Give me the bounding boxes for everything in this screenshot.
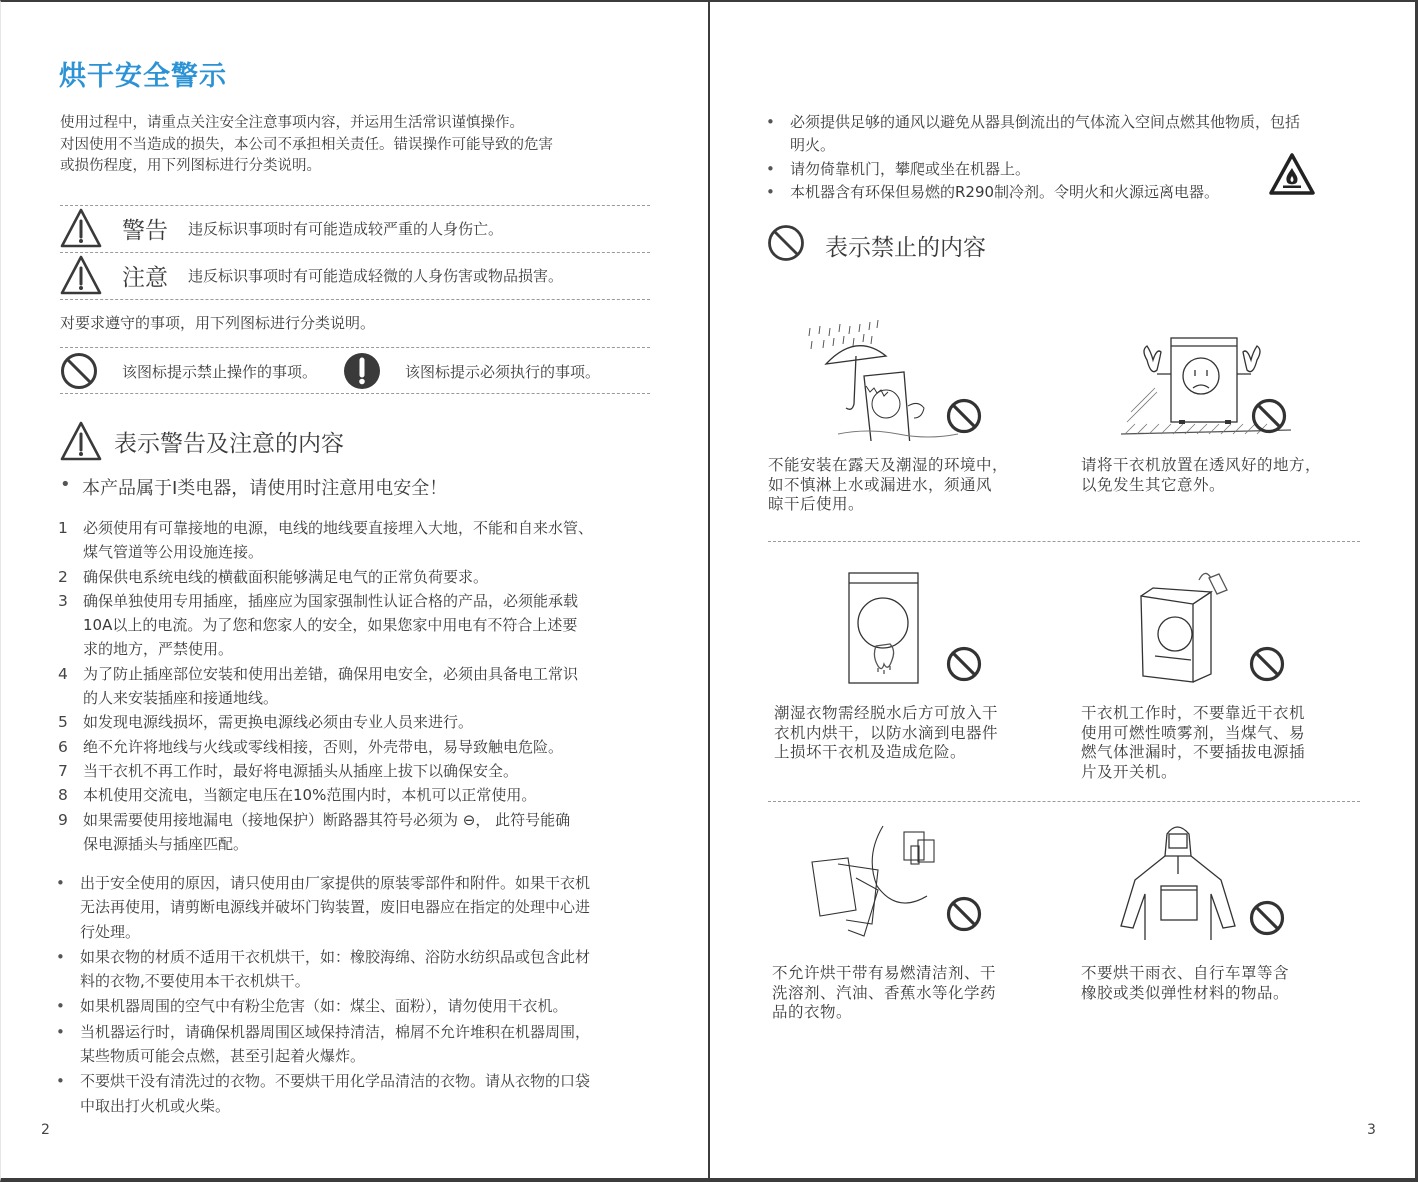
prohibition-caption: 请将干衣机放置在透风好的地方， 以免发生其它意外。: [1081, 456, 1322, 494]
caution-triangle-icon: [60, 254, 102, 296]
list-item: 1 必须使用有可靠接地的电源，电线的地线要直接埋入大地，不能和自来水管、 煤气管道等公用设施连接。: [58, 519, 594, 562]
prohibition-caption: 不能安装在露天及潮湿的环境中， 如不慎淋上水或漏进水，须通风 晾干后使用。: [768, 456, 1009, 513]
chemical-clothes-illustration: [768, 820, 1018, 970]
section-heading-text: 表示禁止的内容: [825, 234, 986, 261]
list-item: • 出于安全使用的原因，请只使用由厂家提供的原装零部件和附件。如果干衣机 无法再使用，请剪断电源线并破坏门钩装置，废旧电器应在指定的处理中心进 行处理。: [56, 874, 591, 941]
bullet-dot: •: [60, 474, 71, 495]
list-item: • 如果衣物的材质不适用干衣机烘干，如：橡胶海绵、浴防水纺织品或包含此材 料的衣物,不要使用本干衣机烘干。: [56, 947, 591, 991]
warning-description: 违反标识事项时有可能造成较严重的人身伤亡。: [188, 219, 504, 238]
warning-label: 警告: [122, 217, 168, 244]
list-item: 6 绝不允许将地线与火线或零线相接，否则，外壳带电，易导致触电危险。: [58, 737, 564, 756]
prohibited-icon: [1251, 398, 1287, 434]
caution-label: 注意: [122, 264, 168, 291]
list-item: • 当机器运行时，请确保机器周围区域保持清洁，棉屑不允许堆积在机器周围， 某些物质可能会点燃，甚至引起着火爆炸。: [56, 1022, 591, 1066]
dashed-divider: [60, 393, 650, 394]
list-item: 5 如发现电源线损坏，需更换电源线必须由专业人员来进行。: [58, 713, 474, 732]
prohibition-caption: 干衣机工作时，不要靠近干衣机 使用可燃性喷雾剂，当煤气、易 燃气体泄漏时，不要插拔电源插 片及开关机。: [1081, 704, 1306, 781]
mandatory-symbol-label: 该图标提示必须执行的事项。: [405, 362, 601, 381]
dripping-clothes-illustration: [768, 568, 1018, 718]
intro-line: 使用过程中，请重点关注安全注意事项内容，并运用生活常识谨慎操作。: [60, 115, 524, 131]
numbered-safety-list: [57, 516, 657, 856]
lead-bullet-text: 本产品属于I类电器，请使用时注意用电安全！: [82, 478, 448, 499]
bulleted-safety-list: [56, 871, 652, 1119]
lead-bullet: [60, 474, 447, 500]
list-item: 3 确保单独使用专用插座，插座应为国家强制性认证合格的产品，必须能承载 10A以上的电流。为了您和您家人的安全，如果您家中用电有不符合上述要 求的地方，严禁使用。: [58, 591, 579, 659]
prohibited-symbol-label: 该图标提示禁止操作的事项。: [122, 362, 318, 381]
mandatory-exclamation-icon: [343, 352, 381, 390]
spray-can-dryer-illustration: [1081, 568, 1331, 718]
caution-level-row: [60, 253, 563, 297]
section-heading-prohibitions: [767, 224, 986, 266]
raincoat-illustration: [1081, 820, 1331, 970]
dryer-ventilation-illustration: [1081, 316, 1331, 466]
prohibition-caption: 不要烘干雨衣、自行车罩等含 橡胶或类似弹性材料的物品。: [1081, 964, 1290, 1002]
dryer-in-rain-illustration: [768, 316, 1018, 466]
dashed-divider: [60, 347, 650, 348]
warning-triangle-icon: [60, 207, 102, 249]
list-item: • 请勿倚靠机门，攀爬或坐在机器上。: [766, 160, 1031, 178]
prohibition-caption: 不允许烘干带有易燃清洁剂、干 洗溶剂、汽油、香蕉水等化学药 品的衣物。: [772, 964, 997, 1021]
list-item: 9 如果需要使用接地漏电（接地保护）断路器其符号必须为 ⊖， 此符号能确 保电源插头与插座匹配。: [58, 810, 571, 853]
intro-line: 或损伤程度，用下列图标进行分类说明。: [60, 158, 321, 174]
prohibited-icon: [767, 224, 809, 266]
section-heading-text: 表示警告及注意的内容: [114, 430, 344, 457]
prohibition-caption: 潮湿衣物需经脱水后方可放入干 衣机内烘干，以防水滴到电器件 上损坏干衣机及造成危险。: [774, 704, 999, 761]
dashed-divider: [60, 299, 650, 300]
requirement-text: 对要求遵守的事项，用下列图标进行分类说明。: [60, 314, 376, 332]
flammable-warning-icon: [1268, 152, 1316, 196]
intro-paragraph: [60, 113, 660, 178]
dashed-divider: [768, 541, 1360, 542]
prohibited-icon: [60, 352, 98, 390]
section-heading-warnings: [60, 420, 344, 462]
prohibited-icon: [1249, 646, 1285, 682]
prohibited-icon: [1249, 900, 1285, 936]
prohibited-icon: [946, 896, 982, 932]
prohibited-icon: [946, 398, 982, 434]
caution-description: 违反标识事项时有可能造成轻微的人身伤害或物品损害。: [188, 266, 564, 285]
list-item: 4 为了防止插座部位安装和使用出差错，确保用电安全，必须由具备电工常识 的人来安装插座和接通地线。: [58, 664, 579, 708]
list-item: 7 当干衣机不再工作时，最好将电源插头从插座上拔下以确保安全。: [58, 761, 519, 780]
list-item: • 本机器含有环保但易燃的R290制冷剂。令明火和火源远离电器。: [766, 183, 1220, 201]
list-item: 2 确保供电系统电线的横截面积能够满足电气的正常负荷要求。: [58, 567, 489, 586]
page-number: 2: [41, 1122, 50, 1138]
warning-level-row: [60, 206, 503, 250]
page-title: 烘干安全警示: [59, 61, 227, 92]
dashed-divider: [768, 801, 1360, 802]
prohibited-icon: [946, 646, 982, 682]
list-item: 8 本机使用交流电，当额定电压在10%范围内时，本机可以正常使用。: [58, 786, 537, 805]
warning-triangle-icon: [60, 420, 102, 462]
intro-line: 对因使用不当造成的损失，本公司不承担相关责任。错误操作可能导致的危害: [60, 136, 553, 153]
left-page: [0, 0, 708, 1182]
page-number: 3: [1367, 1122, 1376, 1138]
list-item: • 必须提供足够的通风以避免从器具倒流出的气体流入空间点燃其他物质，包括 明火。: [766, 113, 1301, 154]
symbol-legend-row: [60, 350, 600, 392]
list-item: • 不要烘干没有清洗过的衣物。不要烘干用化学品清洁的衣物。请从衣物的口袋 中取出打火机或火柴。: [56, 1072, 591, 1115]
list-item: • 如果机器周围的空气中有粉尘危害（如：煤尘、面粉），请勿使用干衣机。: [56, 997, 568, 1016]
